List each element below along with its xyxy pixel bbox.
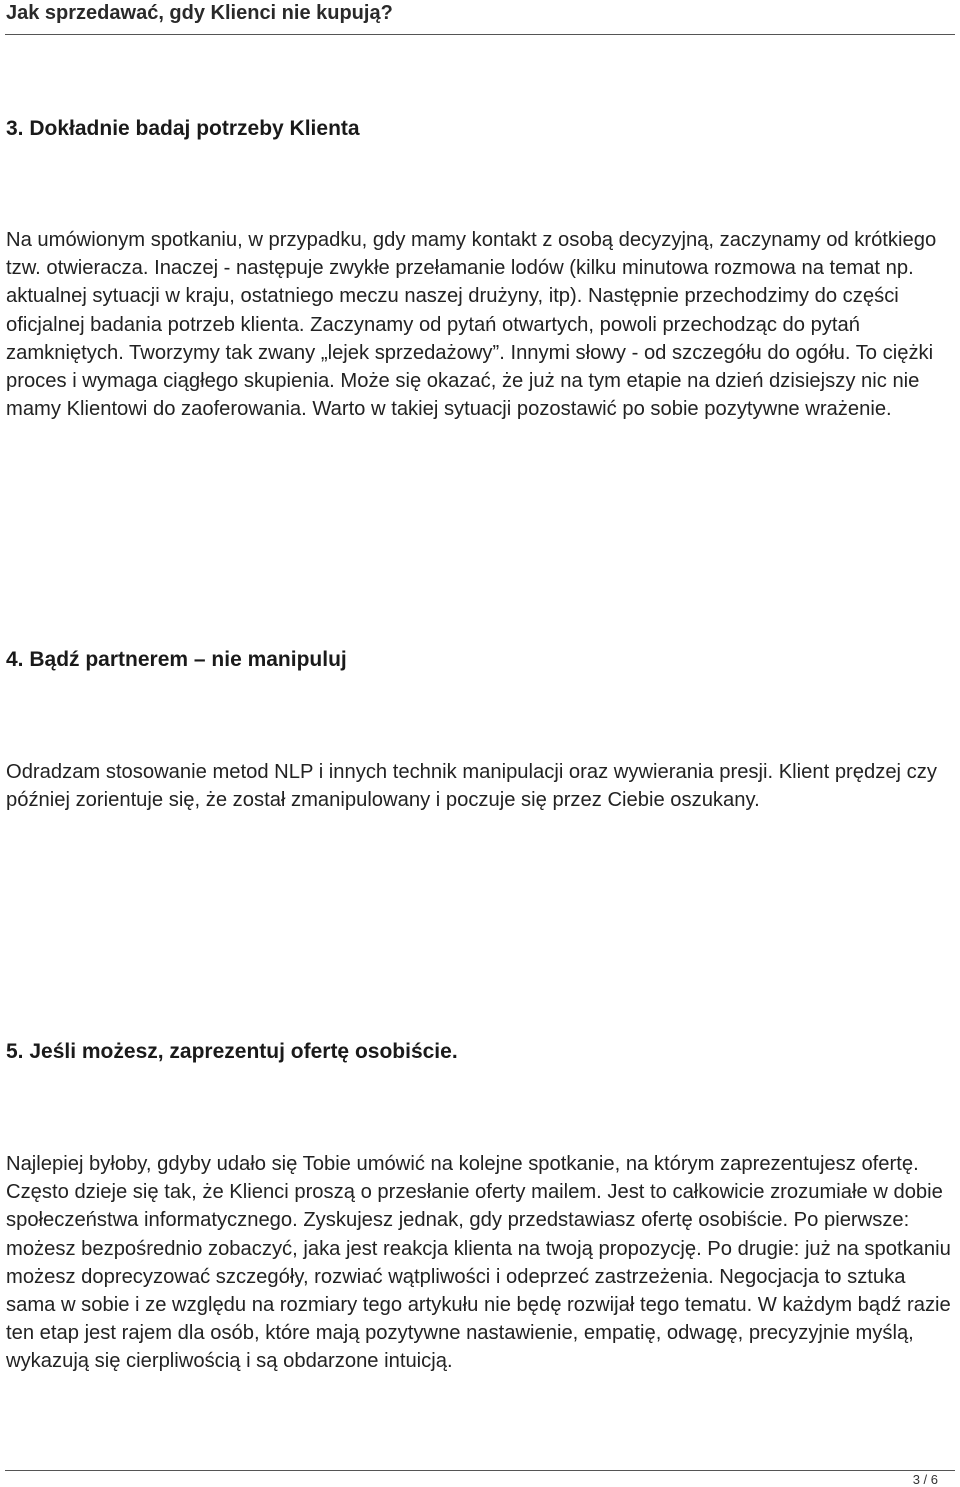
section-body: Odradzam stosowanie metod NLP i innych technik manipulacji oraz wywierania presji. Klient prędzej czy później zorientuje się, że został zmanipulowany i poczuje się przez Ciebie oszukany. — [6, 761, 937, 812]
section-body: Najlepiej byłoby, gdyby udało się Tobie umówić na kolejne spotkanie, na którym zaprezentujesz ofertę. Często dzieje się tak, że Klienci proszą o przesłanie oferty mailem. Jest to całkowicie zrozumiałe w dobie społeczeństwa informatycznego. Zyskujesz jednak, gdy przedstawiasz ofertę osobiście. Po pierwsze: możesz bezpośrednio zobaczyć, jaka jest reakcja klienta na twoją propozycję. Po drugie: już na spotkaniu możesz doprecyzować szczegóły, rozwiać wątpliwości i odeprzeć zastrzeżenia. Negocjacja to sztuka sama w sobie i ze względu na rozmiary tego artykułu nie będę rozwijał tego tematu. W każdym bądź razie ten etap jest rajem dla osób, które mają pozytywne nastawienie, empatię, odwagę, precyzyjnie myślą, wykazują się cierpliwością i są obdarzone intuicją. — [6, 1153, 951, 1373]
section-heading: 4. Bądź partnerem – nie manipuluj — [6, 648, 347, 671]
section-heading: 3. Dokładnie badaj potrzeby Klienta — [6, 117, 360, 140]
section-heading: 5. Jeśli możesz, zaprezentuj ofertę osobiście. — [6, 1040, 458, 1063]
footer-divider — [5, 1470, 955, 1471]
page-number: 3 / 6 — [912, 1472, 938, 1487]
title-divider — [5, 34, 955, 35]
document-title: Jak sprzedawać, gdy Klienci nie kupują? — [6, 2, 393, 24]
section-body: Na umówionym spotkaniu, w przypadku, gdy mamy kontakt z osobą decyzyjną, zaczynamy od krótkiego tzw. otwieracza. Inaczej - następuje zwykłe przełamanie lodów (kilku minutowa rozmowa na temat np. aktualnej sytuacji w kraju, ostatniego meczu naszej drużyny, itp). Następnie przechodzimy do części oficjalnej badania potrzeb klienta. Zaczynamy od pytań otwartych, powoli przechodząc do pytań zamkniętych. Tworzymy tak zwany „lejek sprzedażowy”. Innymi słowy - od szczegółu do ogółu. To ciężki proces i wymaga ciągłego skupienia. Może się okazać, że już na tym etapie na dzień dzisiejszy nic nie mamy Klientowi do zaoferowania. Warto w takiej sytuacji pozostawić po sobie pozytywne wrażenie. — [6, 229, 937, 421]
